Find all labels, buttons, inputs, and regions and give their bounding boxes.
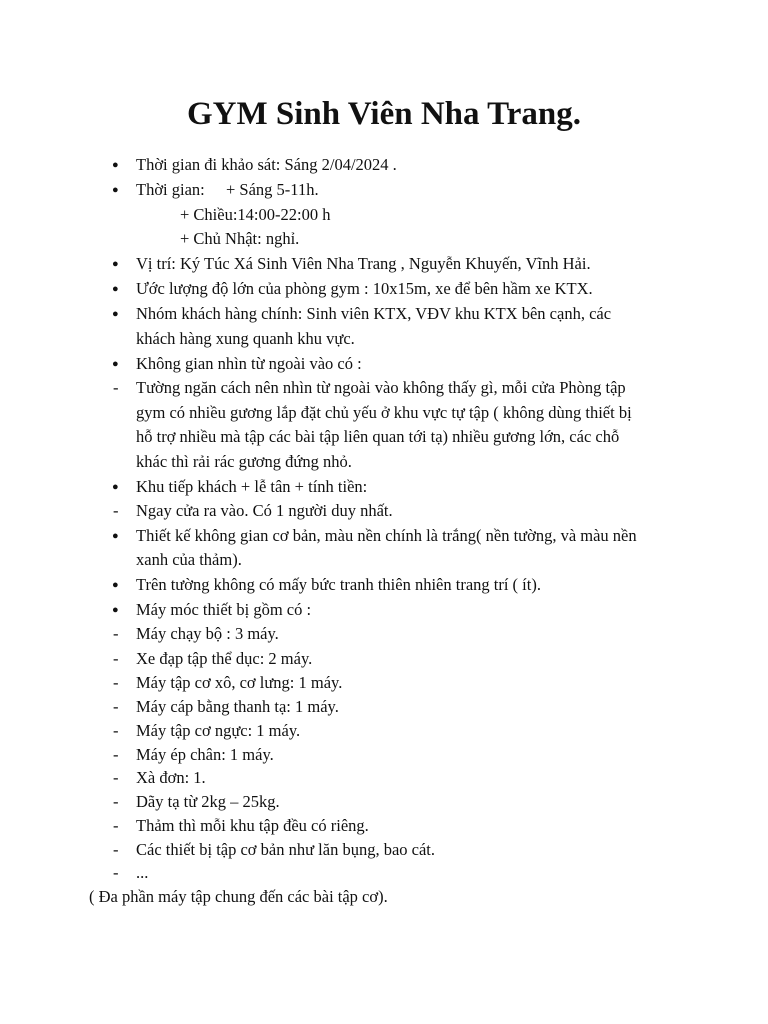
bullet-icon: ● xyxy=(112,159,119,171)
dash-marker: - xyxy=(113,378,119,397)
bullet-icon: ● xyxy=(112,358,119,370)
space-view-text: Không gian nhìn từ ngoài vào có : xyxy=(136,354,362,373)
equipment-header: Máy móc thiết bị gồm có : xyxy=(136,600,312,619)
customers-text-line1: Nhóm khách hàng chính: Sinh viên KTX, VĐV khu KTX bên cạnh, các xyxy=(136,304,612,323)
dash-marker: - xyxy=(113,649,119,668)
bullet-icon: ● xyxy=(112,579,119,591)
paintings-text: Trên tường không có mấy bức tranh thiên nhiên trang trí ( ít). xyxy=(136,575,541,594)
dash-marker: - xyxy=(113,816,119,835)
dash-marker: - xyxy=(113,673,119,692)
wall-text-line2: gym có nhiều gương lắp đặt chủ yếu ở khu vực tự tập ( không dùng thiết bị xyxy=(136,403,632,422)
size-text: Ước lượng độ lớn của phòng gym : 10x15m, xe để bên hầm xe KTX. xyxy=(136,279,593,298)
bullet-icon: ● xyxy=(112,308,119,320)
equipment-item: Máy ép chân: 1 máy. xyxy=(136,745,274,764)
equipment-item: Máy tập cơ xô, cơ lưng: 1 máy. xyxy=(136,673,343,692)
bullet-icon: ● xyxy=(112,258,119,270)
page-title: GYM Sinh Viên Nha Trang. xyxy=(187,96,581,132)
bullet-icon: ● xyxy=(112,184,119,196)
dash-marker: - xyxy=(113,624,119,643)
dash-marker: - xyxy=(113,721,119,740)
closing-note: ( Đa phần máy tập chung đến các bài tập cơ). xyxy=(89,887,388,906)
entrance-text: Ngay cửa ra vào. Có 1 người duy nhất. xyxy=(136,501,393,520)
dash-marker: - xyxy=(113,840,119,859)
equipment-item: Thảm thì mỗi khu tập đều có riêng. xyxy=(136,816,369,835)
reception-text: Khu tiếp khách + lễ tân + tính tiền: xyxy=(136,477,368,496)
dash-marker: - xyxy=(113,501,119,520)
bullet-icon: ● xyxy=(112,604,119,616)
equipment-item: Xà đơn: 1. xyxy=(136,768,206,787)
equipment-item: Máy chạy bộ : 3 máy. xyxy=(136,624,279,643)
equipment-item: Các thiết bị tập cơ bản như lăn bụng, bao cát. xyxy=(136,840,435,859)
dash-marker: - xyxy=(113,697,119,716)
wall-text-line3: hỗ trợ nhiều mà tập các bài tập liên quan tới tạ) nhiều gương lớn, các chỗ xyxy=(136,427,620,446)
equipment-item: ... xyxy=(136,863,149,882)
equipment-item: Xe đạp tập thể dục: 2 máy. xyxy=(136,649,313,668)
design-text-line2: xanh của thảm). xyxy=(136,550,242,569)
dash-marker: - xyxy=(113,792,119,811)
hours-sunday: + Chủ Nhật: nghỉ. xyxy=(180,229,300,248)
location-text: Vị trí: Ký Túc Xá Sinh Viên Nha Trang , Nguyễn Khuyến, Vĩnh Hải. xyxy=(136,254,591,273)
wall-text-line1: Tường ngăn cách nên nhìn từ ngoài vào không thấy gì, mỗi cửa Phòng tập xyxy=(136,378,626,397)
equipment-item: Máy tập cơ ngực: 1 máy. xyxy=(136,721,301,740)
bullet-icon: ● xyxy=(112,283,119,295)
wall-text-line4: khác thì rải rác gương đứng nhỏ. xyxy=(136,452,352,471)
bullet-icon: ● xyxy=(112,530,119,542)
bullet-icon: ● xyxy=(112,481,119,493)
survey-time-text: Thời gian đi khảo sát: Sáng 2/04/2024 . xyxy=(136,155,397,174)
dash-marker: - xyxy=(113,745,119,764)
dash-marker: - xyxy=(113,768,119,787)
hours-morning: + Sáng 5-11h. xyxy=(226,180,319,199)
customers-text-line2: khách hàng xung quanh khu vực. xyxy=(136,329,355,348)
dash-marker: - xyxy=(113,863,119,882)
equipment-item: Máy cáp bằng thanh tạ: 1 máy. xyxy=(136,697,339,716)
hours-label: Thời gian: xyxy=(136,180,205,199)
equipment-item: Dãy tạ từ 2kg – 25kg. xyxy=(136,792,280,811)
hours-afternoon: + Chiều:14:00-22:00 h xyxy=(180,205,331,224)
design-text-line1: Thiết kế không gian cơ bản, màu nền chính là trắng( nền tường, và màu nền xyxy=(136,526,637,545)
